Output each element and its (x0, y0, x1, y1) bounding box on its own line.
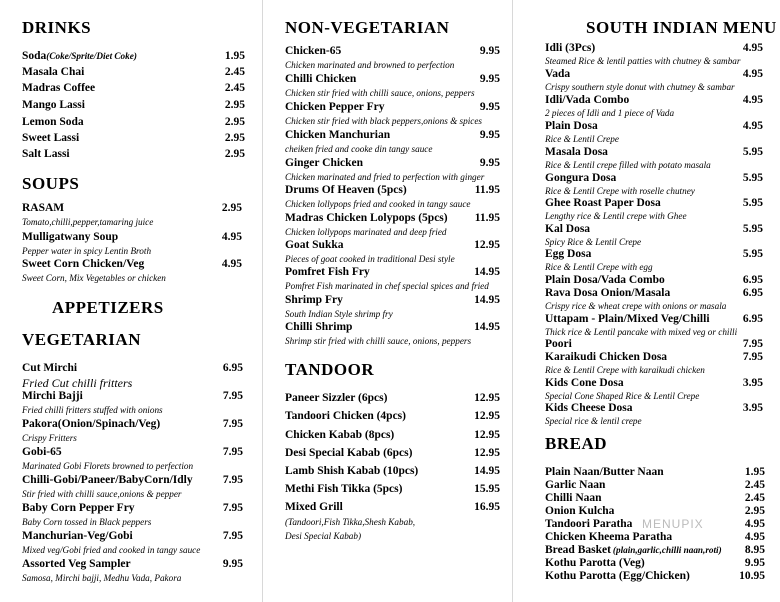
menu-item-price: 3.95 (742, 377, 763, 389)
menu-item-name: Gongura Dosa (545, 172, 617, 184)
menu-item-name: Poori (545, 338, 572, 350)
menu-item-name: Tandoori Chicken (4pcs) (285, 410, 406, 422)
menu-item-desc: Crispy Fritters (22, 433, 77, 443)
menu-item-name: Kothu Parotta (Veg) (545, 557, 645, 569)
menu-item-desc: Pomfret Fish marinated in chef special spices and fried (285, 281, 489, 291)
menu-item-name: Tandoori Paratha (545, 518, 633, 530)
menu-item-desc: Rice & Lentil Crepe with egg (545, 262, 653, 272)
menu-item-name: Mirchi Bajji (22, 390, 83, 402)
menu-item-price: 4.95 (742, 42, 763, 54)
menu-item-desc: Fried Cut chilli fritters (22, 376, 133, 390)
menu-item-name: Madras Coffee (22, 82, 96, 94)
menu-item-price: 7.95 (222, 502, 243, 514)
menu-item-desc: (Tandoori,Fish Tikka,Shesh Kabab, (285, 517, 416, 527)
menu-item-price: 9.95 (479, 45, 500, 57)
menu-item-price: 9.95 (222, 558, 243, 570)
menu-item-desc: Sweet Corn, Mix Vegetables or chicken (22, 273, 166, 283)
menu-item-desc: Chicken stir fried with black peppers,onions & spices (285, 116, 482, 126)
menu-item-name: Plain Naan/Butter Naan (545, 466, 664, 478)
menu-item-price: 2.95 (744, 505, 765, 517)
menu-item-desc: (plain,garlic,chilli naan,roti) (612, 545, 722, 555)
menu-item-desc: cheiken fried and cooke din tangy sauce (285, 144, 433, 154)
menu-item-name: Idli/Vada Combo (545, 94, 630, 106)
bread-heading: BREAD (545, 434, 608, 453)
menu-item-name: RASAM (22, 202, 65, 214)
menu-item-price: 4.95 (744, 518, 765, 530)
menu-item-name: Chicken Pepper Fry (285, 101, 385, 113)
menu-item-name: Vada (545, 68, 571, 80)
menu-item-price: 16.95 (474, 501, 500, 513)
menu-item-desc: Tomato,chilli,pepper,tamaring juice (22, 217, 154, 227)
menu-item-desc: Chicken stir fried with chilli sauce, onions, peppers (285, 88, 475, 98)
menu-item-name: Karaikudi Chicken Dosa (545, 351, 668, 363)
menu-item-price: 2.95 (221, 202, 242, 214)
menu-item-name: Onion Kulcha (545, 505, 615, 517)
menu-item-name: Desi Special Kabab (6pcs) (285, 447, 413, 459)
menu-item-name: Chilli Chicken (285, 73, 357, 85)
menu-item-name: Kal Dosa (545, 223, 591, 235)
menu-item-name: Plain Dosa (545, 120, 598, 132)
menu-item-name: Methi Fish Tikka (5pcs) (285, 483, 403, 495)
menu-item-desc: Baby Corn tossed in Black peppers (22, 517, 152, 527)
menu-item-price: 10.95 (739, 570, 765, 582)
menu-item-name: Madras Chicken Lolypops (5pcs) (285, 212, 448, 224)
menu-item-name: Assorted Veg Sampler (22, 558, 131, 570)
menu-item-price: 2.95 (224, 132, 245, 144)
menu-item-price: 6.95 (222, 362, 243, 374)
menu-item-price: 1.95 (744, 466, 765, 478)
menu-item-name: Pakora(Onion/Spinach/Veg) (22, 418, 161, 430)
soups-heading: SOUPS (22, 174, 80, 193)
menu-item-desc: Special rice & lentil crepe (545, 416, 642, 426)
menu-item-name: Ghee Roast Paper Dosa (545, 197, 661, 209)
menu-item-name: Kids Cone Dosa (545, 377, 624, 389)
menu-item-desc: 2 pieces of Idli and 1 piece of Vada (545, 108, 675, 118)
menu-item-name: Masala Dosa (545, 146, 608, 158)
menu-item-name: Paneer Sizzler (6pcs) (285, 392, 388, 404)
menu-item-desc: Chicken marinated and fried to perfection with ginger (285, 172, 485, 182)
menu-item-name: Mango Lassi (22, 99, 85, 111)
vegetarian-heading: VEGETARIAN (22, 330, 141, 349)
menu-item-price: 4.95 (742, 120, 763, 132)
menu-item-desc: Crispy southern style donut with chutney & sambar (545, 82, 735, 92)
menu-item-name: Sweet Corn Chicken/Veg (22, 258, 145, 270)
menu-item-name: Cut Mirchi (22, 362, 78, 374)
menu-item-name: Shrimp Fry (285, 294, 343, 306)
menu-item-name: Chicken Kabab (8pcs) (285, 429, 395, 441)
menu-item-desc: (Coke/Sprite/Diet Coke) (46, 51, 137, 61)
nonveg-heading: NON-VEGETARIAN (285, 18, 450, 37)
menu-item-price: 6.95 (742, 274, 763, 286)
menu-item-desc: Rice & Lentil Crepe with roselle chutney (545, 186, 695, 196)
menu-item-name: Pomfret Fish Fry (285, 266, 370, 278)
menu-item-desc: Fried chilli fritters stuffed with onions (22, 405, 163, 415)
menu-item-desc: South Indian Style shrimp fry (285, 309, 393, 319)
menu-item-name: Rava Dosa Onion/Masala (545, 287, 671, 299)
menu-item-price: 11.95 (474, 184, 500, 196)
menu-item-desc: Mixed veg/Gobi fried and cooked in tangy sauce (22, 545, 201, 555)
menu-item-name: Chilli-Gobi/Paneer/BabyCorn/Idly (22, 474, 193, 486)
menu-item-desc: Rice & Lentil Crepe with karaikudi chicken (545, 365, 705, 375)
menu-item-price: 12.95 (474, 447, 500, 459)
menu-item-desc: Chicken marinated and browned to perfection (285, 60, 455, 70)
menu-item-desc: Pieces of goat cooked in traditional Desi style (285, 254, 455, 264)
menu-item-desc: Desi Special Kabab) (285, 531, 362, 541)
menu-item-price: 14.95 (474, 465, 500, 477)
menu-item-desc: Steamed Rice & lentil patties with chutney & sambar (545, 56, 741, 66)
menu-item-name: Manchurian-Veg/Gobi (22, 530, 133, 542)
menu-item-name: Salt Lassi (22, 148, 70, 160)
menu-item-price: 9.95 (744, 557, 765, 569)
menu-item-desc: Stir fried with chilli sauce,onions & pepper (22, 489, 182, 499)
menu-item-name: Uttapam - Plain/Mixed Veg/Chilli (545, 313, 710, 325)
menu-item-price: 9.95 (479, 101, 500, 113)
menu-item-desc: Crispy rice & wheat crepe with onions or masala (545, 301, 727, 311)
menu-item-price: 2.95 (224, 148, 245, 160)
menu-item-desc: Spicy Rice & Lentil Crepe (545, 237, 642, 247)
menu-item-price: 7.95 (742, 338, 763, 350)
menu-item-price: 14.95 (474, 321, 500, 333)
menu-item-price: 7.95 (222, 446, 243, 458)
menu-item-desc: Pepper water in spicy Lentin Broth (22, 246, 152, 256)
menu-item-price: 1.95 (224, 50, 245, 62)
menu-item-desc: Special Cone Shaped Rice & Lentil Crepe (545, 391, 700, 401)
menu-item-name: Chilli Shrimp (285, 321, 353, 333)
menu-item-price: 2.45 (744, 492, 765, 504)
menu-item-price: 8.95 (744, 544, 765, 556)
menu-item-desc: Lengthy rice & Lentil crepe with Ghee (545, 211, 687, 221)
menu-item-price: 2.95 (224, 116, 245, 128)
menu-item-name: Egg Dosa (545, 248, 592, 260)
menu-item-name: Chicken Kheema Paratha (545, 531, 673, 543)
menu-item-name: Lamb Shish Kabab (10pcs) (285, 465, 419, 477)
menu-item-name: Chicken-65 (285, 45, 342, 57)
menu-item-name: Masala Chai (22, 66, 85, 78)
menu-item-price: 3.95 (742, 402, 763, 414)
column-divider (512, 0, 513, 602)
menu-item-price: 7.95 (222, 530, 243, 542)
menu-item-price: 6.95 (742, 313, 763, 325)
menu-item-name: Baby Corn Pepper Fry (22, 502, 135, 514)
menu-item-price: 11.95 (474, 212, 500, 224)
menu-item-price: 4.95 (742, 94, 763, 106)
menu-item-price: 4.95 (742, 68, 763, 80)
menu-item-name: Plain Dosa/Vada Combo (545, 274, 665, 286)
menu-item-name: Garlic Naan (545, 479, 606, 491)
menu-item-desc: Marinated Gobi Florets browned to perfection (22, 461, 194, 471)
menu-item-desc: Rice & Lentil crepe filled with potato masala (545, 160, 711, 170)
menu-item-price: 4.95 (221, 231, 242, 243)
menu-item-price: 7.95 (222, 474, 243, 486)
menu-item-desc: Rice & Lentil Crepe (545, 134, 619, 144)
menu-item-name: Drums Of Heaven (5pcs) (285, 184, 407, 196)
menu-item-name: Goat Sukka (285, 239, 344, 251)
menu-item-price: 12.95 (474, 392, 500, 404)
menu-item-price: 5.95 (742, 146, 763, 158)
watermark: MENUPIX (642, 517, 704, 531)
menu-item-name: Sweet Lassi (22, 132, 80, 144)
menu-item-price: 9.95 (479, 73, 500, 85)
menu-item-price: 7.95 (222, 390, 243, 402)
menu-item-desc: Chicken lollypops fried and cooked in tangy sauce (285, 199, 471, 209)
menu-item-price: 5.95 (742, 248, 763, 260)
menu-item-price: 2.45 (224, 82, 245, 94)
menu-item-name: Mulligatwany Soup (22, 231, 119, 243)
menu-item-desc: Thick rice & Lentil pancake with mixed veg or chilli (545, 327, 738, 337)
menu-item-price: 9.95 (479, 129, 500, 141)
menu-item-price: 2.45 (224, 66, 245, 78)
menu-item-name: Bread Basket (plain,garlic,chilli naan,roti) (545, 544, 722, 556)
column-divider (262, 0, 263, 602)
menu-item-name: Lemon Soda (22, 116, 84, 128)
menu-item-price: 6.95 (742, 287, 763, 299)
menu-item-name: Kothu Parotta (Egg/Chicken) (545, 570, 690, 582)
menu-item-price: 9.95 (479, 157, 500, 169)
drinks-heading: DRINKS (22, 18, 92, 37)
tandoor-heading: TANDOOR (285, 360, 375, 379)
menu-item-desc: Chicken lollypops marinated and deep fried (285, 227, 447, 237)
menu-item-price: 2.95 (224, 99, 245, 111)
menu-item-desc: Samosa, Mirchi bajji, Medhu Vada, Pakora (22, 573, 182, 583)
menu-item-name: Soda(Coke/Sprite/Diet Coke) (22, 50, 137, 62)
menu-item-name: Mixed Grill (285, 501, 343, 513)
appetizers-heading: APPETIZERS (52, 298, 164, 317)
menu-item-price: 5.95 (742, 172, 763, 184)
menu-item-price: 14.95 (474, 266, 500, 278)
menu-item-price: 12.95 (474, 410, 500, 422)
menu-item-price: 14.95 (474, 294, 500, 306)
menu-item-price: 7.95 (222, 418, 243, 430)
south-indian-heading: SOUTH INDIAN MENU (586, 18, 777, 37)
menu-item-price: 5.95 (742, 197, 763, 209)
menu-item-price: 12.95 (474, 429, 500, 441)
menu-item-price: 4.95 (744, 531, 765, 543)
menu-item-name: Idli (3Pcs) (545, 42, 596, 54)
menu-item-price: 15.95 (474, 483, 500, 495)
menu-item-name: Kids Cheese Dosa (545, 402, 633, 414)
menu-item-price: 4.95 (221, 258, 242, 270)
menu-item-price: 2.45 (744, 479, 765, 491)
menu-item-desc: Shrimp stir fried with chilli sauce, onions, peppers (285, 336, 472, 346)
menu-item-price: 5.95 (742, 223, 763, 235)
menu-item-name: Chilli Naan (545, 492, 602, 504)
menu-item-price: 7.95 (742, 351, 763, 363)
menu-item-name: Ginger Chicken (285, 157, 364, 169)
menu-item-name: Chicken Manchurian (285, 129, 391, 141)
menu-item-name: Gobi-65 (22, 446, 62, 458)
menu-item-price: 12.95 (474, 239, 500, 251)
